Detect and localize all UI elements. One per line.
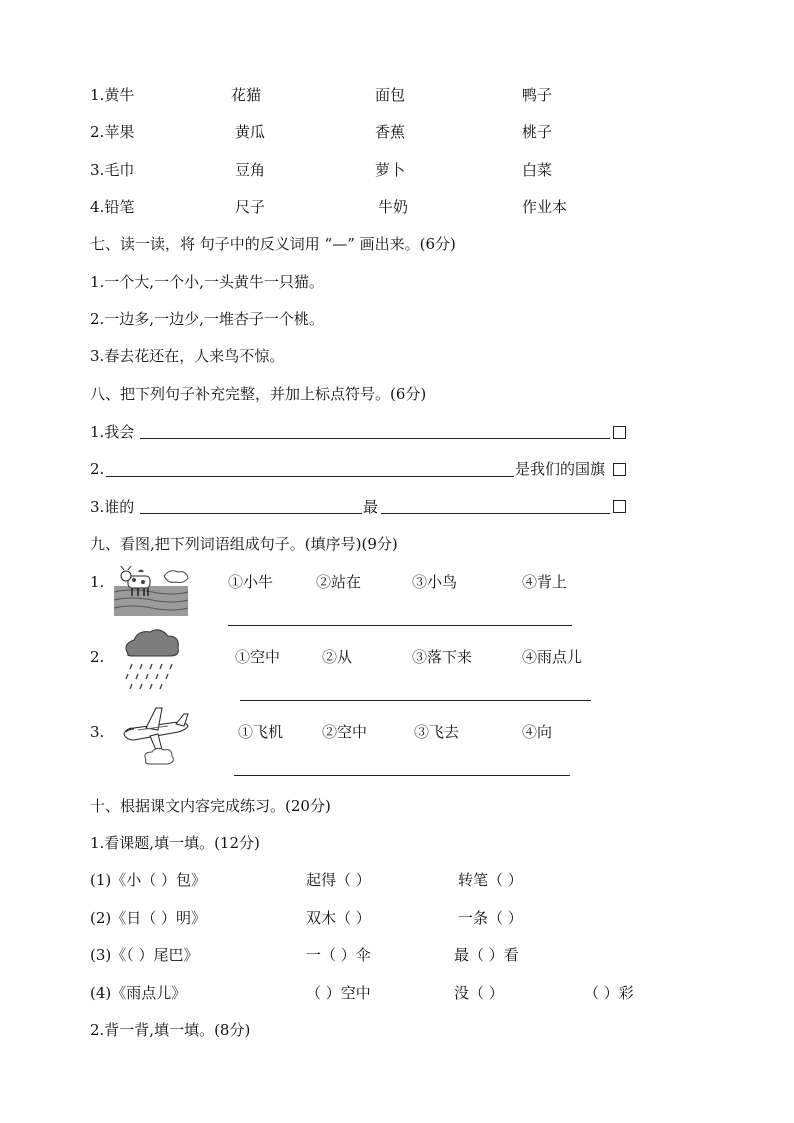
- fill-item[interactable]: 没（ ）: [454, 984, 504, 1002]
- word: 毛巾: [104, 161, 135, 179]
- word: 作业本: [522, 198, 568, 216]
- word: 花猫: [231, 86, 262, 104]
- word: 桃子: [522, 123, 553, 141]
- word: 鸭子: [522, 86, 553, 104]
- row-number: 2.: [90, 123, 105, 141]
- answer-blank[interactable]: [234, 775, 570, 776]
- airplane-picture: [116, 702, 196, 768]
- fill-item[interactable]: 双木（ ）: [306, 909, 371, 927]
- classify-row: [90, 122, 134, 142]
- word-option: ④背上: [522, 573, 568, 591]
- fill-item[interactable]: 一条（ ）: [458, 909, 523, 927]
- fill-item[interactable]: (3)《（ ）尾巴》: [90, 946, 199, 964]
- fill-item[interactable]: (2)《日（ ）明》: [90, 909, 207, 927]
- word-option: ②从: [322, 648, 353, 666]
- word: 苹果: [104, 123, 135, 141]
- word-option: ①空中: [235, 648, 281, 666]
- word: 牛奶: [378, 198, 409, 216]
- fill-item[interactable]: 一（ ）伞: [306, 946, 371, 964]
- answer-blank[interactable]: [106, 476, 514, 477]
- answer-blank[interactable]: [228, 625, 572, 626]
- fill-item[interactable]: 最（ ）看: [454, 946, 519, 964]
- classify-row: [90, 85, 134, 105]
- punctuation-box[interactable]: [613, 426, 626, 439]
- word: 黄牛: [104, 86, 135, 104]
- sentence-end: 是我们的国旗: [515, 460, 606, 478]
- item-number: 1.: [90, 573, 105, 591]
- word: 铅笔: [104, 198, 135, 216]
- fill-item[interactable]: （ ）彩: [584, 984, 634, 1002]
- row-number: 3.: [90, 161, 105, 179]
- rain-cloud-picture: [120, 628, 182, 692]
- answer-blank[interactable]: [240, 700, 591, 701]
- sentence-start: 1.我会: [90, 423, 135, 441]
- row-number: 4.: [90, 198, 105, 216]
- punctuation-box[interactable]: [613, 500, 626, 513]
- section-7-title: 七、读一读，将 句子中的反义词用 “—” 画出来。(6分): [90, 235, 456, 253]
- word: 萝卜: [375, 161, 406, 179]
- word: 白菜: [522, 161, 553, 179]
- fill-item[interactable]: （ ）空中: [306, 984, 371, 1002]
- classify-row: [90, 197, 134, 217]
- word: 香蕉: [375, 123, 406, 141]
- answer-blank[interactable]: [140, 438, 610, 439]
- sentence-start: 3.谁的: [90, 498, 135, 516]
- fill-item[interactable]: 起得（ ）: [306, 871, 371, 889]
- word: 面包: [375, 86, 406, 104]
- section-8-title: 八、把下列句子补充完整，并加上标点符号。(6分): [90, 385, 427, 403]
- word: 豆角: [235, 161, 266, 179]
- answer-blank[interactable]: [381, 513, 610, 514]
- cow-with-bird-picture: [112, 562, 192, 618]
- sentence-start: 2.: [90, 460, 105, 478]
- section-10-title: 十、根据课文内容完成练习。(20分): [90, 797, 331, 815]
- answer-blank[interactable]: [140, 513, 362, 514]
- word-option: ③落下来: [412, 648, 473, 666]
- word-option: ③飞去: [414, 723, 460, 741]
- sentence-mid: 最: [363, 498, 379, 516]
- word-option: ①小牛: [228, 573, 274, 591]
- word: 黄瓜: [235, 123, 266, 141]
- row-number: 1.: [90, 86, 105, 104]
- word-option: ④向: [522, 723, 553, 741]
- section-9-title: 九、看图,把下列词语组成句子。(填序号)(9分): [90, 535, 398, 553]
- word-option: ③小鸟: [412, 573, 458, 591]
- word-option: ④雨点儿: [522, 648, 583, 666]
- punctuation-box[interactable]: [613, 463, 626, 476]
- fill-item[interactable]: (4)《雨点儿》: [90, 984, 187, 1002]
- word-option: ②空中: [322, 723, 368, 741]
- classify-row: [90, 160, 134, 180]
- word-option: ①飞机: [238, 723, 284, 741]
- subsection-title: 1.看课题,填一填。(12分): [90, 834, 260, 852]
- word-option: ②站在: [316, 573, 362, 591]
- fill-item[interactable]: 转笔（ ）: [458, 871, 523, 889]
- section-7-item: 1.一个大,一个小,一头黄牛一只猫。: [90, 273, 324, 291]
- word: 尺子: [235, 198, 266, 216]
- item-number: 2.: [90, 648, 105, 666]
- section-7-item: 3.春去花还在，人来鸟不惊。: [90, 347, 285, 365]
- subsection-title: 2.背一背,填一填。(8分): [90, 1021, 251, 1039]
- section-7-item: 2.一边多,一边少,一堆杏子一个桃。: [90, 310, 324, 328]
- fill-item[interactable]: (1)《小（ ）包》: [90, 871, 207, 889]
- item-number: 3.: [90, 723, 105, 741]
